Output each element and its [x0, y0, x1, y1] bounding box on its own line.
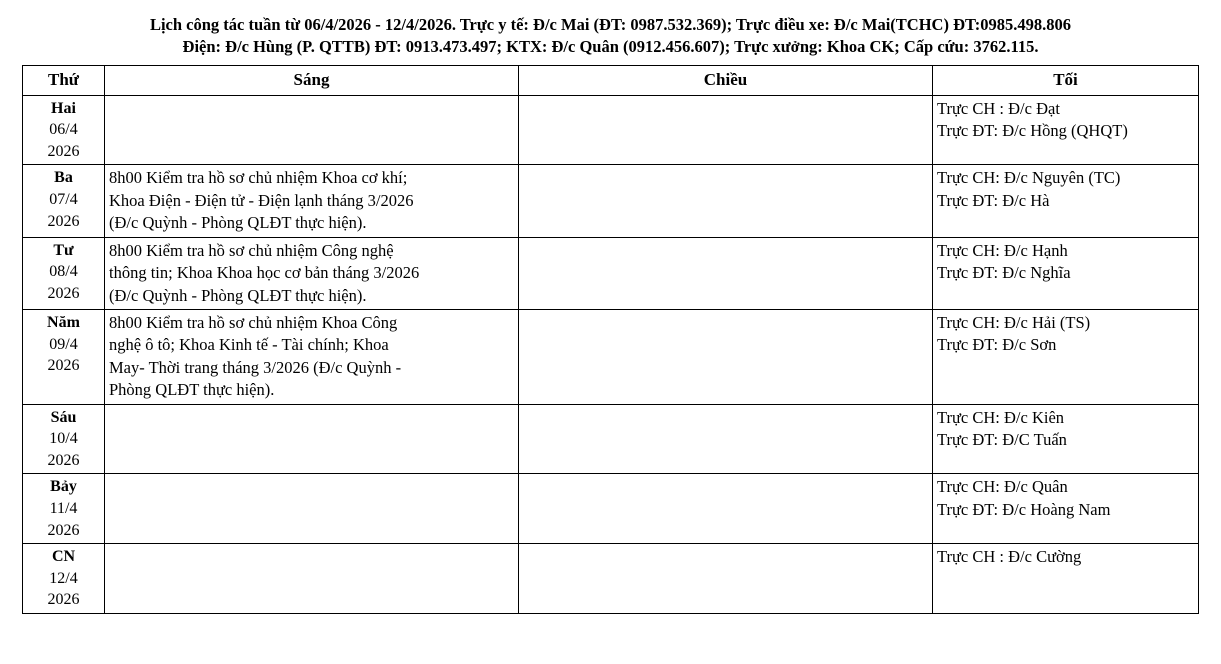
table-row: [23, 474, 1199, 544]
table-row: [23, 544, 1199, 614]
day-cell: [23, 309, 105, 404]
table-row: [23, 309, 1199, 404]
evening-cell-line: Trực CH: Đ/c Hải (TS): [937, 312, 1091, 332]
column-header-evening: Tối: [933, 65, 1199, 95]
day-date: 06/4: [49, 121, 78, 139]
afternoon-cell: [519, 544, 933, 614]
header-line-1: Lịch công tác tuần từ 06/4/2026 - 12/4/2026. Trực y tế: Đ/c Mai (ĐT: 0987.532.369); Trực điều xe: Đ/c Mai(TCHC) ĐT:0985.498.806: [149, 15, 1072, 34]
day-year: 2026: [47, 284, 80, 302]
day-of-week: Tư: [53, 241, 74, 259]
evening-cell: [933, 165, 1199, 237]
morning-cell-line: thông tin; Khoa Khoa học cơ bản tháng 3/2026: [109, 263, 420, 283]
day-cell: [23, 165, 105, 237]
evening-cell-line: Trực ĐT: Đ/c Nghĩa: [937, 263, 1071, 283]
column-header-afternoon: Chiều: [519, 65, 933, 95]
evening-cell: [933, 95, 1199, 165]
table-body: [23, 95, 1199, 614]
day-date: 08/4: [49, 263, 78, 281]
table-row: [23, 95, 1199, 165]
morning-cell: [105, 544, 519, 614]
day-year: 2026: [47, 591, 80, 609]
morning-cell: [105, 95, 519, 165]
morning-cell-line: (Đ/c Quỳnh - Phòng QLĐT thực hiện).: [109, 213, 367, 233]
morning-cell: [105, 474, 519, 544]
evening-cell-line: Trực CH: Đ/c Kiên: [937, 407, 1065, 427]
column-header-morning: Sáng: [105, 65, 519, 95]
afternoon-cell: [519, 309, 933, 404]
day-year: 2026: [47, 521, 80, 539]
morning-cell: [105, 165, 519, 237]
evening-cell: [933, 404, 1199, 474]
evening-cell: [933, 474, 1199, 544]
afternoon-cell: [519, 237, 933, 309]
evening-cell: [933, 544, 1199, 614]
day-year: 2026: [47, 212, 80, 230]
table-header-row: [23, 65, 1199, 95]
day-date: 10/4: [49, 430, 78, 448]
evening-cell-line: Trực ĐT: Đ/c Sơn: [937, 335, 1057, 355]
day-cell: [23, 404, 105, 474]
day-date: 07/4: [49, 190, 78, 208]
morning-cell: [105, 237, 519, 309]
afternoon-cell: [519, 165, 933, 237]
morning-cell-line: nghệ ô tô; Khoa Kinh tế - Tài chính; Khoa: [109, 335, 389, 355]
morning-cell-line: 8h00 Kiểm tra hồ sơ chủ nhiệm Khoa Công: [109, 312, 398, 332]
day-of-week: Ba: [54, 169, 73, 187]
day-date: 12/4: [49, 569, 78, 587]
morning-cell-line: 8h00 Kiểm tra hồ sơ chủ nhiệm Công nghệ: [109, 240, 394, 260]
evening-cell-line: Trực CH : Đ/c Đạt: [937, 98, 1060, 118]
evening-cell-line: Trực ĐT: Đ/c Hồng (QHQT): [937, 120, 1128, 140]
afternoon-cell: [519, 95, 933, 165]
afternoon-cell: [519, 474, 933, 544]
weekly-schedule-table: [22, 65, 1199, 615]
table-row: [23, 404, 1199, 474]
morning-cell-line: Khoa Điện - Điện tử - Điện lạnh tháng 3/2026: [109, 190, 414, 210]
morning-cell-line: May- Thời trang tháng 3/2026 (Đ/c Quỳnh -: [109, 357, 402, 377]
evening-cell-line: Trực CH: Đ/c Quân: [937, 477, 1068, 497]
day-cell: [23, 544, 105, 614]
day-of-week: Bảy: [50, 478, 77, 496]
header-line-2: Điện: Đ/c Hùng (P. QTTB) ĐT: 0913.473.497; KTX: Đ/c Quân (0912.456.607); Trực xưởng: Khoa CK; Cấp cứu: 3762.115.: [182, 37, 1039, 57]
day-of-week: CN: [51, 548, 76, 566]
day-date: 11/4: [49, 500, 78, 518]
morning-cell-line: Phòng QLĐT thực hiện).: [109, 380, 275, 400]
day-cell: [23, 237, 105, 309]
afternoon-cell: [519, 404, 933, 474]
table-row: [23, 165, 1199, 237]
day-of-week: Năm: [47, 313, 80, 331]
document-header: [22, 14, 1199, 59]
day-of-week: Hai: [51, 99, 76, 117]
morning-cell: [105, 404, 519, 474]
evening-cell-line: Trực ĐT: Đ/c Hoàng Nam: [937, 499, 1111, 519]
day-cell: [23, 95, 105, 165]
day-year: 2026: [47, 451, 80, 469]
day-year: 2026: [47, 142, 80, 160]
day-date: 09/4: [49, 335, 78, 353]
morning-cell-line: (Đ/c Quỳnh - Phòng QLĐT thực hiện).: [109, 285, 367, 305]
evening-cell-line: Trực CH: Đ/c Hạnh: [937, 240, 1068, 260]
evening-cell-line: Trực ĐT: Đ/C Tuấn: [937, 430, 1067, 450]
day-of-week: Sáu: [50, 408, 77, 426]
evening-cell: [933, 237, 1199, 309]
evening-cell-line: Trực CH: Đ/c Nguyên (TC): [937, 168, 1121, 188]
evening-cell-line: Trực ĐT: Đ/c Hà: [937, 190, 1050, 210]
table-row: [23, 237, 1199, 309]
morning-cell-line: 8h00 Kiểm tra hồ sơ chủ nhiệm Khoa cơ khí;: [109, 168, 408, 188]
evening-cell-line: Trực CH : Đ/c Cường: [937, 547, 1082, 567]
day-year: 2026: [47, 357, 80, 375]
evening-cell: [933, 309, 1199, 404]
morning-cell: [105, 309, 519, 404]
column-header-day: Thứ: [23, 65, 105, 95]
day-cell: [23, 474, 105, 544]
